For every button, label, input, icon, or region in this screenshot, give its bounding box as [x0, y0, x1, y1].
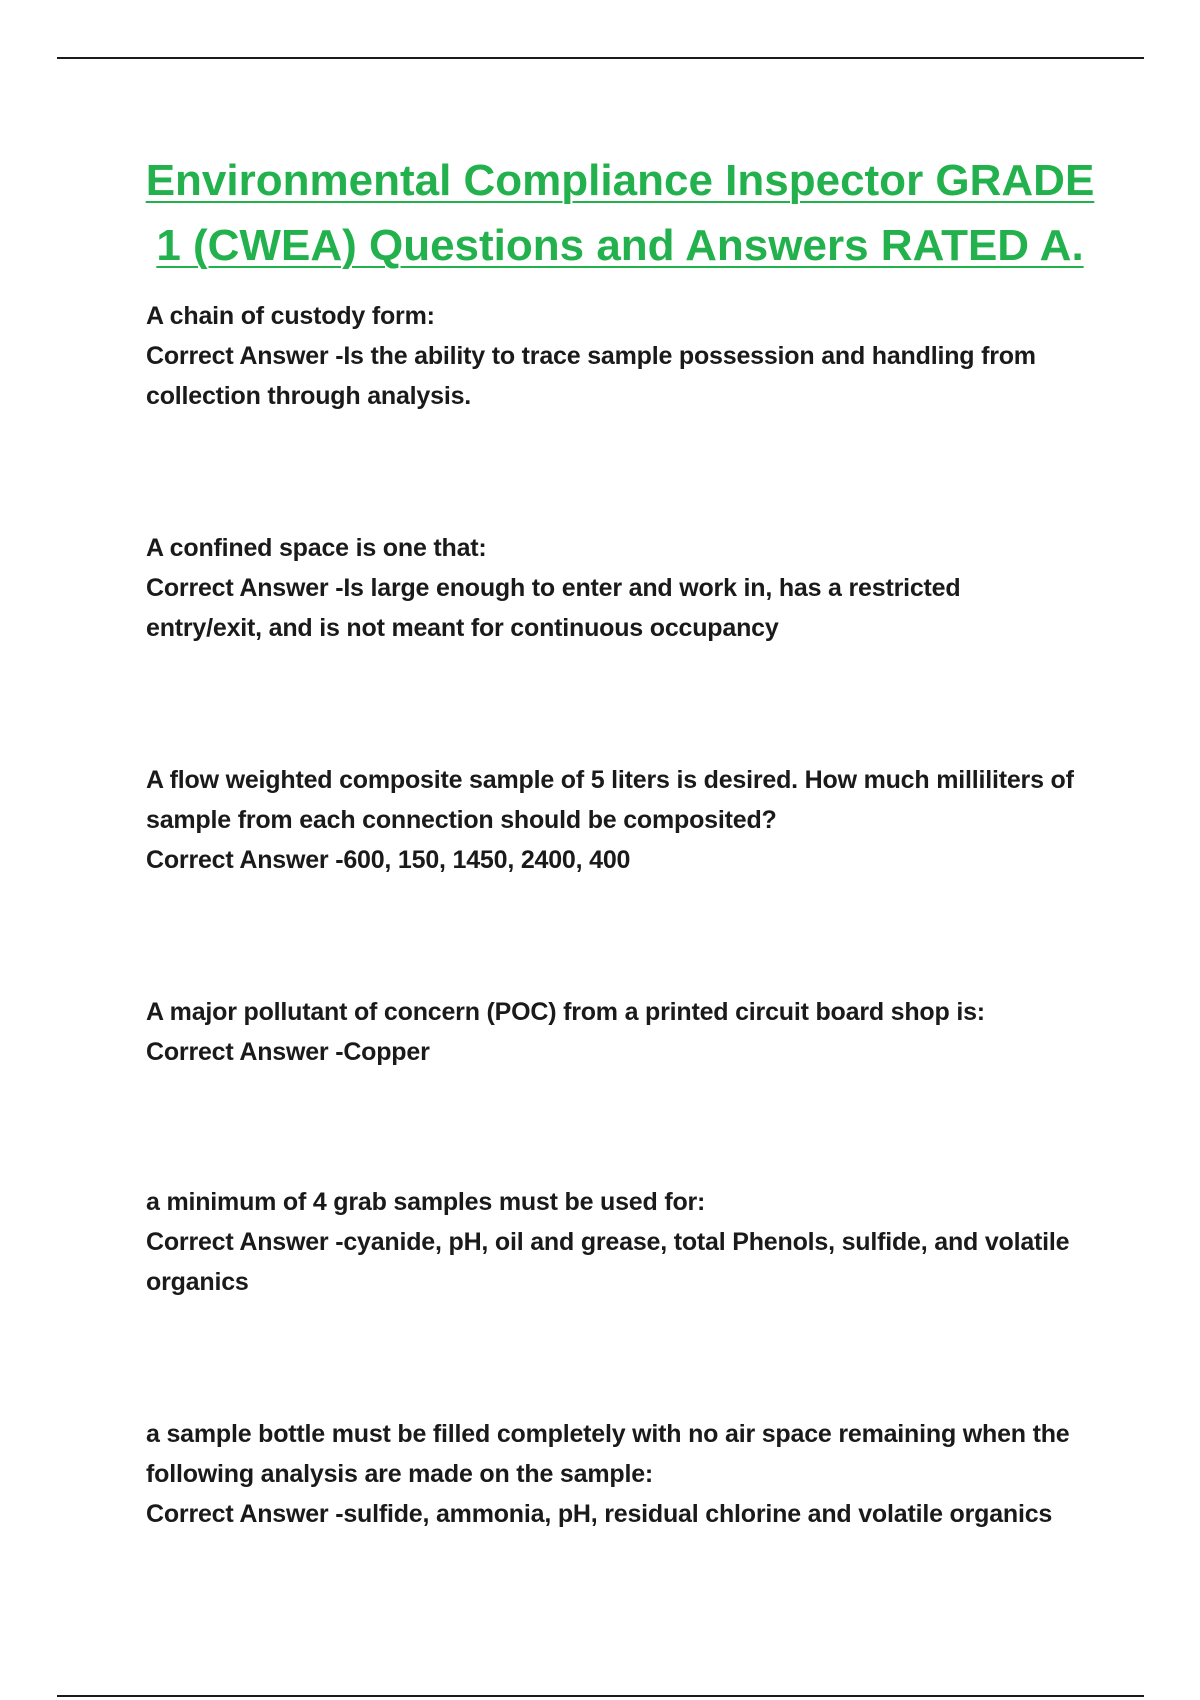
title-line-2: 1 (CWEA) Questions and Answers RATED A. — [156, 221, 1084, 270]
top-divider — [57, 57, 1144, 59]
qa-item — [146, 1414, 1076, 1534]
qa-item — [146, 760, 1076, 880]
title-line-1: Environmental Compliance Inspector GRADE — [145, 156, 1095, 205]
answer-text: Correct Answer -sulfide, ammonia, pH, residual chlorine and volatile organics — [146, 1500, 1053, 1528]
bottom-divider — [57, 1695, 1144, 1697]
document-title — [140, 148, 1100, 278]
question-text: A chain of custody form: — [146, 302, 435, 330]
answer-text: Correct Answer -Is the ability to trace sample possession and handling from collection through analysis. — [146, 342, 1036, 410]
answer-text: Correct Answer -cyanide, pH, oil and grease, total Phenols, sulfide, and volatile organics — [146, 1228, 1070, 1296]
qa-list — [146, 296, 1076, 1534]
qa-item — [146, 992, 1076, 1072]
qa-item — [146, 528, 1076, 648]
question-text: A confined space is one that: — [146, 534, 487, 562]
question-text: A major pollutant of concern (POC) from a printed circuit board shop is: — [146, 998, 985, 1026]
qa-item — [146, 1182, 1076, 1302]
question-text: a sample bottle must be filled completely with no air space remaining when the following analysis are made on the sample: — [146, 1420, 1070, 1488]
qa-item — [146, 296, 1076, 416]
question-text: a minimum of 4 grab samples must be used for: — [146, 1188, 706, 1216]
answer-text: Correct Answer -600, 150, 1450, 2400, 400 — [146, 846, 631, 874]
answer-text: Correct Answer -Is large enough to enter and work in, has a restricted entry/exit, and is not meant for continuous occupancy — [146, 574, 961, 642]
answer-text: Correct Answer -Copper — [146, 1038, 430, 1066]
question-text: A flow weighted composite sample of 5 liters is desired. How much milliliters of sample from each connection should be composited? — [146, 766, 1074, 834]
